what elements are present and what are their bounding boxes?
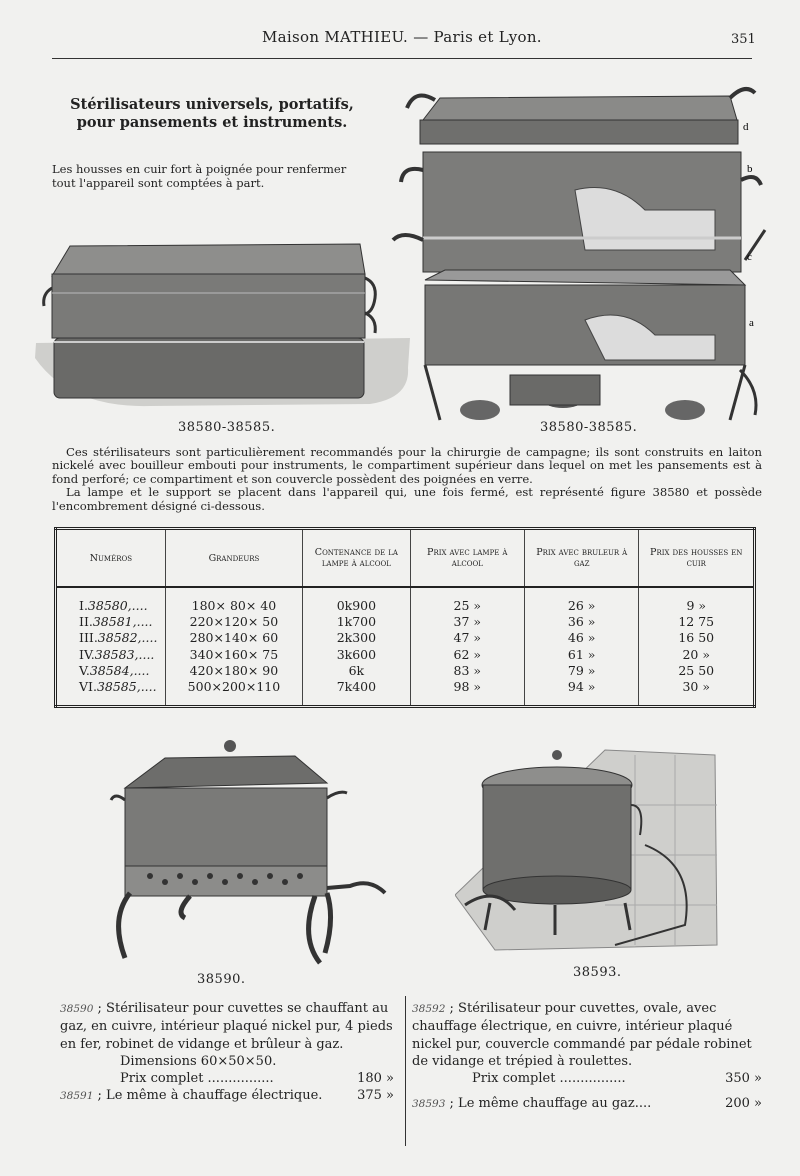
row-p2: 94 » [524, 679, 639, 695]
right-item [412, 1000, 762, 1114]
row-p3: 20 » [639, 647, 755, 663]
row-ref: 38580,.... [87, 598, 148, 613]
right-figure-caption: 38580-38585. [540, 420, 638, 435]
table-row [56, 647, 755, 663]
alt-code: 38593 [412, 1098, 446, 1111]
price-table [54, 527, 756, 708]
row-cap: 3k600 [303, 647, 410, 663]
item-text: ; Stérilisateur pour cuvettes, ovale, avec chauffage électrique, en cuivre, intérieur plaqué nickel pur, couvercle commandé par pédale robinet de vidange et trépied à roulettes. [412, 1001, 752, 1069]
table-row [56, 679, 755, 695]
alt-code: 38591 [60, 1090, 94, 1103]
item-price-row [412, 1070, 762, 1087]
row-p2: 46 » [524, 630, 639, 646]
row-num: I. [79, 598, 88, 613]
row-ref: 38584,.... [89, 662, 150, 678]
row-num: II. [79, 614, 93, 630]
price-label: Prix complet ................ [472, 1071, 626, 1087]
header-title: Maison MATHIEU. — Paris et Lyon. [262, 28, 542, 46]
row-p3: 30 » [639, 679, 755, 695]
gas-sterilizer-illustration [105, 738, 395, 973]
col-header-prix-gaz: Prix avec bruleur à gaz [524, 529, 639, 588]
row-ref: 38581,.... [92, 614, 153, 630]
alt-price: 375 » [357, 1088, 394, 1104]
row-size: 420×180× 90 [165, 663, 302, 679]
item-text: ; Stérilisateur pour cuvettes se chauffant au gaz, en cuivre, intérieur plaqué nickel pur, 4 pieds en fer, robinet de vidange et brûleur à gaz. [60, 1001, 393, 1052]
col-header-prix-lampe: Prix avec lampe à alcool [410, 529, 524, 588]
alt-text: ; Le même chauffage au gaz.... [449, 1096, 652, 1112]
electric-sterilizer-illustration [455, 745, 725, 955]
part-label-d: d [743, 121, 749, 133]
page-header [0, 24, 800, 54]
table-row [56, 598, 755, 614]
row-cap: 6k [303, 663, 410, 679]
row-p2: 26 » [524, 598, 639, 614]
row-p3: 25 50 [639, 663, 755, 679]
row-num: V. [79, 662, 90, 678]
row-p1: 98 » [410, 679, 524, 695]
part-label-a: a [749, 317, 754, 329]
price-label: Prix complet ................ [120, 1071, 274, 1087]
item-alt-row [412, 1095, 762, 1113]
row-ref: 38585,.... [96, 679, 157, 695]
row-size: 340×160× 75 [165, 647, 302, 663]
row-num: IV. [79, 646, 95, 662]
exploded-sterilizer-illustration [385, 80, 785, 425]
alt-price: 200 » [725, 1096, 762, 1112]
col-header-numeros: Numéros [56, 529, 166, 588]
row-p1: 62 » [410, 647, 524, 663]
col-header-contenance: Contenance de la lampe à alcool [303, 529, 410, 588]
part-label-b: b [747, 163, 753, 175]
table-row [56, 630, 755, 646]
left-figure-caption: 38580-38585. [178, 420, 276, 435]
left-item [60, 1000, 400, 1106]
description-p2: La lampe et le support se placent dans l'appareil qui, une fois fermé, est représenté figure 38580 et possède l'encombrement désigné ci-dessous. [52, 485, 762, 513]
row-num: III. [79, 630, 98, 646]
section-subtitle: Les housses en cuir fort à poignée pour renfermer tout l'appareil sont comptées à part. [52, 162, 347, 190]
row-p3: 9 » [639, 598, 755, 614]
bottom-right-caption: 38593. [573, 965, 622, 980]
row-p1: 25 » [410, 598, 524, 614]
row-size: 180× 80× 40 [165, 598, 302, 614]
row-ref: 38583,.... [94, 646, 155, 662]
row-size: 280×140× 60 [165, 630, 302, 646]
row-size: 220×120× 50 [165, 614, 302, 630]
item-alt-row [60, 1087, 400, 1105]
row-p1: 37 » [410, 614, 524, 630]
part-label-c: c [747, 251, 752, 263]
bottom-left-caption: 38590. [197, 972, 246, 987]
description [52, 446, 762, 513]
page-number: 351 [731, 32, 756, 47]
price-value: 180 » [357, 1071, 394, 1087]
row-p3: 12 75 [639, 614, 755, 630]
closed-sterilizer-illustration [30, 238, 415, 413]
row-p2: 61 » [524, 647, 639, 663]
row-p1: 83 » [410, 663, 524, 679]
table-row [56, 614, 755, 630]
item-price-row [60, 1070, 400, 1087]
row-cap: 0k900 [303, 598, 410, 614]
col-header-grandeurs: Grandeurs [165, 529, 302, 588]
row-cap: 1k700 [303, 614, 410, 630]
row-p1: 47 » [410, 630, 524, 646]
table-header-row [56, 529, 755, 588]
section-title: Stérilisateurs universels, portatifs, pour pansements et instruments. [70, 96, 354, 131]
row-ref: 38582,.... [97, 630, 158, 646]
row-p2: 79 » [524, 663, 639, 679]
row-size: 500×200×110 [165, 679, 302, 695]
column-divider [405, 996, 406, 1146]
alt-text: ; Le même à chauffage électrique. [97, 1088, 323, 1104]
row-cap: 7k400 [303, 679, 410, 695]
header-rule [52, 58, 752, 59]
table-row [56, 663, 755, 679]
col-header-prix-housses: Prix des housses en cuir [639, 529, 755, 588]
price-value: 350 » [725, 1071, 762, 1087]
description-p1: Ces stérilisateurs sont particulièrement recommandés pour la chirurgie de campagne; ils sont construits en laiton nickelé avec bouilleur embouti pour instruments, le compartiment supérieur dans lequel on met les pansements est à fond perforé; ce compartiment et son couvercle possèdent des poignées en verre. [52, 445, 762, 486]
row-p2: 36 » [524, 614, 639, 630]
item-dimensions: Dimensions 60×50×50. [120, 1053, 277, 1069]
row-p3: 16 50 [639, 630, 755, 646]
item-code: 38590 [60, 1003, 94, 1015]
row-num: VI. [79, 679, 97, 695]
item-code: 38592 [412, 1003, 446, 1015]
row-cap: 2k300 [303, 630, 410, 646]
